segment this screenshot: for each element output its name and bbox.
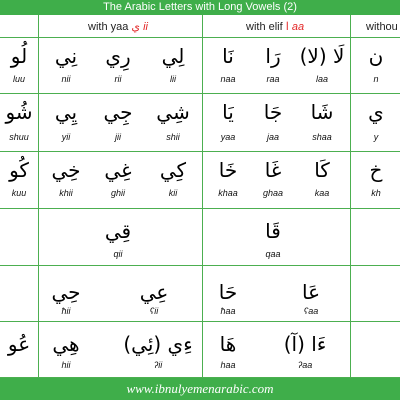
letter-cell: خ kh <box>369 158 383 198</box>
letter-cell: قَا qaa <box>265 219 281 259</box>
letter-cell: عُو <box>7 332 31 356</box>
letter-cell: كِي kii <box>159 158 187 198</box>
letter-cell: نِي nii <box>54 44 78 84</box>
letter-cell: جَا jaa <box>263 100 283 142</box>
column-headers <box>0 15 400 37</box>
letter-cell: كُو kuu <box>9 158 29 198</box>
letter-cell: ءَا (آ) ʔaa <box>283 332 327 370</box>
header-with-yaa: with yaa ي ii <box>88 21 148 33</box>
header-with-elif: with elif ا aa <box>246 21 305 33</box>
header-without: withou <box>366 21 398 33</box>
letter-cell: غَا ghaa <box>262 158 284 198</box>
grid-vertical-mid-right <box>350 15 351 377</box>
letter-cell: حِي ħii <box>51 280 81 316</box>
letter-cell: رِي rii <box>105 44 131 84</box>
letter-cell: شِي shii <box>156 100 190 142</box>
letter-cell: جِي jii <box>103 100 133 142</box>
website-footer: www.ibnulyemenarabic.com <box>0 378 400 400</box>
letter-cell: رَا raa <box>265 44 281 84</box>
letter-cell: شَا shaa <box>310 100 334 142</box>
letter-cell: يَا yaa <box>220 100 236 142</box>
letter-cell: عِي ʕii <box>139 280 169 316</box>
letter-cell: يِي yii <box>54 100 78 142</box>
letter-cell: هَا haa <box>219 332 237 370</box>
letter-cell: غِي ghii <box>104 158 132 198</box>
page-title: The Arabic Letters with Long Vowels (2) <box>0 0 400 15</box>
letter-cell: ي y <box>368 100 384 142</box>
grid-vertical-0 <box>38 15 39 377</box>
letter-cell: عَا ʕaa <box>301 280 321 316</box>
grid-horizontal-3 <box>0 208 400 209</box>
letter-cell: لُو luu <box>10 44 28 84</box>
letter-cell: لِي lii <box>161 44 185 84</box>
letter-cell: هِي hii <box>52 332 80 370</box>
letter-cell: كَا kaa <box>314 158 330 198</box>
letter-cell: قِي qii <box>104 219 132 259</box>
grid-vertical-mid-left <box>202 15 203 377</box>
letter-cell: ن n <box>368 44 384 84</box>
letter-cell: حَا ħaa <box>218 280 238 316</box>
letter-cell: شُو shuu <box>5 100 33 142</box>
letter-cell: ءِي (ئِي) ʔii <box>123 332 193 370</box>
letter-cell: خِي khii <box>51 158 81 198</box>
letter-cell: نَا naa <box>220 44 236 84</box>
letter-cell: لَا (لا) laa <box>299 44 345 84</box>
letter-cell: خَا khaa <box>218 158 238 198</box>
